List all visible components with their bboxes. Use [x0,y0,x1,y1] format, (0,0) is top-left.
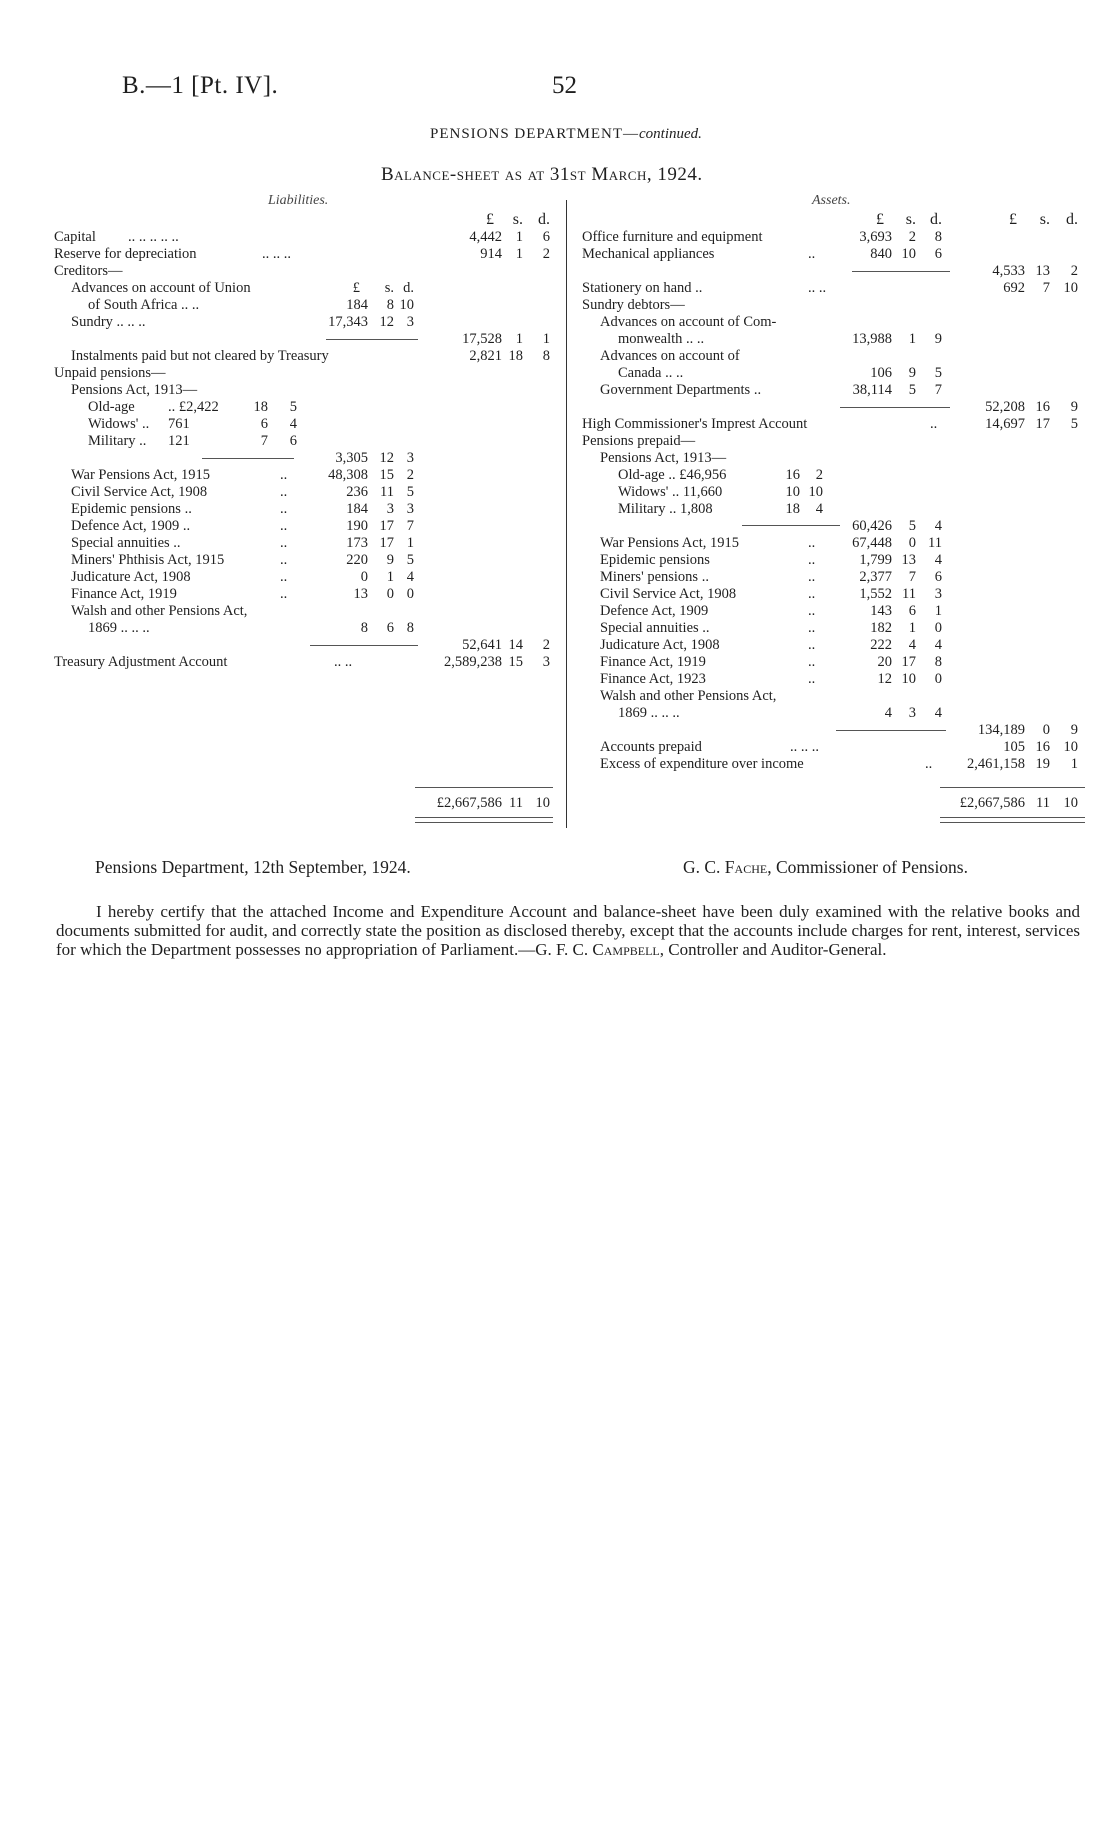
row-label: Civil Service Act, 1908 [71,484,208,500]
col-header-pence: d. [538,211,550,228]
page-identifier: B.—1 [Pt. IV]. [122,72,279,99]
row-leader: .. [280,586,288,602]
sub-pounds: 13,988 [852,331,892,347]
inner-pence: 10 [808,484,823,500]
sub-pounds: 1,552 [859,586,892,602]
row-label: Epidemic pensions .. [71,501,192,517]
total-pence: 9 [1070,722,1078,738]
page-number: 52 [552,72,577,99]
sub-pounds: 182 [870,620,892,636]
grand-total-shillings: 11 [509,795,523,811]
total-pounds: 134,189 [977,722,1025,738]
row-leader: .. [808,671,816,687]
sub-pence: 8 [934,654,942,670]
row-leader: .. [280,569,288,585]
row-leader: .. [808,637,816,653]
total-pounds: 17,528 [462,331,502,347]
sub-pence: 11 [928,535,942,551]
total-shillings: 19 [1035,756,1050,772]
department-name: PENSIONS DEPARTMENT— [430,126,639,142]
sub-shillings: 15 [379,467,394,483]
sub-pounds: 3,305 [335,450,368,466]
sub-pence: 0 [934,620,942,636]
total-pounds: 2,461,158 [967,756,1025,772]
row-leader: .. [280,535,288,551]
total-pounds: 692 [1003,280,1025,296]
sub-pounds: 143 [870,603,892,619]
sub-shillings: 3 [908,705,916,721]
sub-pounds: 4 [884,705,892,721]
row-label: Special annuities .. [600,620,710,636]
col-header-pounds: £ [352,280,360,296]
rule-line [836,730,946,731]
table-row [0,382,1114,399]
sub-shillings: 0 [386,586,394,602]
row-leader: .. [808,654,816,670]
table-row [0,586,1114,603]
total-pounds: 2,589,238 [444,654,502,670]
total-pounds: 105 [1003,739,1025,755]
row-leader: .. [808,246,816,262]
inner-pence: 4 [815,501,823,517]
sub-pence: 0 [406,586,414,602]
sub-shillings: 17 [901,654,916,670]
table-row [0,637,1114,654]
inner-pounds: .. £2,422 [168,399,219,415]
total-pence: 3 [542,654,550,670]
auditor-name: Campbell, [592,940,664,959]
table-row [0,348,1114,365]
row-label: Stationery on hand .. [582,280,703,296]
total-shillings: 14 [508,637,523,653]
grand-total-shillings: 11 [1036,795,1050,811]
total-pounds: 4,533 [992,263,1025,279]
table-row [0,705,1114,722]
total-pounds: 52,641 [462,637,502,653]
total-pounds: 14,697 [985,416,1025,432]
table-row [0,518,1114,535]
row-leader: .. [808,552,816,568]
col-header-pence: d. [403,280,414,296]
sub-pence: 3 [406,314,414,330]
sub-shillings: 9 [386,552,394,568]
row-label: of South Africa .. .. [88,297,200,313]
row-label: Old-age [88,399,135,415]
table-row [0,450,1114,467]
inner-pence: 6 [289,433,297,449]
balance-sheet-title: Balance-sheet as at 31st March, 1924. [381,164,703,185]
sub-shillings: 11 [902,586,916,602]
sub-shillings: 1 [386,569,394,585]
row-leader: .. [280,518,288,534]
sub-shillings: 3 [386,501,394,517]
row-label: Defence Act, 1909 [600,603,709,619]
table-row [0,569,1114,586]
sub-pence: 1 [406,535,414,551]
inner-shillings: 10 [785,484,800,500]
total-pence: 10 [1063,739,1078,755]
grand-total-pence: 10 [1063,795,1078,811]
grand-total-row [0,795,1114,812]
sub-pounds: 236 [346,484,368,500]
table-row [0,671,1114,688]
row-label: Walsh and other Pensions Act, [600,688,777,704]
total-pence: 8 [542,348,550,364]
sub-pence: 6 [934,246,942,262]
sub-pounds: 8 [360,620,368,636]
grand-total-pounds: £2,667,586 [436,795,502,811]
row-label: Pensions Act, 1913— [71,382,198,398]
row-leader: .. [925,756,933,772]
table-row [0,535,1114,552]
sub-pence: 4 [934,705,942,721]
department-title [430,126,702,143]
row-label: Sundry .. .. .. [71,314,146,330]
row-label: Military .. 1,808 [618,501,713,517]
row-leader: .. [808,620,816,636]
total-shillings: 1 [515,229,523,245]
inner-pounds: 761 [168,416,190,432]
sub-pence: 7 [406,518,414,534]
row-label: Judicature Act, 1908 [600,637,720,653]
department-continued: continued. [639,126,702,142]
liabilities-heading: Liabilities. [268,193,329,208]
row-label: Finance Act, 1919 [600,654,706,670]
sub-shillings: 6 [908,603,916,619]
table-row [0,552,1114,569]
row-label: Creditors— [54,263,123,279]
table-row [0,331,1114,348]
sub-shillings: 11 [380,484,394,500]
table-row [0,501,1114,518]
row-label: Pensions prepaid— [582,433,696,449]
row-label: Reserve for depreciation [54,246,197,262]
col-header-shillings: s. [905,211,916,228]
sub-pounds: 173 [346,535,368,551]
sub-shillings: 17 [379,518,394,534]
row-label: Finance Act, 1923 [600,671,706,687]
table-row [0,688,1114,705]
inner-pence: 5 [289,399,297,415]
total-pounds: 2,821 [469,348,502,364]
sub-pounds: 2,377 [859,569,892,585]
inner-shillings: 18 [253,399,268,415]
assets-heading: Assets. [812,193,851,208]
sub-pence: 10 [399,297,414,313]
row-leader: .. [930,416,938,432]
row-label: Accounts prepaid [600,739,702,755]
row-leader: .. [280,484,288,500]
grand-total-top-rule [940,787,1085,788]
row-label: Capital [54,229,96,245]
table-row [0,433,1114,450]
col-header-pounds: £ [486,211,494,228]
inner-shillings: 6 [260,416,268,432]
total-pence: 1 [1070,756,1078,772]
row-label: Miners' pensions .. [600,569,709,585]
sub-pence: 4 [934,637,942,653]
row-label: Walsh and other Pensions Act, [71,603,248,619]
sub-shillings: 2 [908,229,916,245]
row-label: Widows' .. 11,660 [618,484,723,500]
grand-total-double-rule [415,817,553,823]
sub-pence: 2 [406,467,414,483]
col-header-pounds: £ [876,211,884,228]
table-row [0,756,1114,773]
sub-shillings: 10 [901,246,916,262]
row-label: 1869 .. .. .. [618,705,680,721]
rule-line [840,407,950,408]
rule-line [852,271,950,272]
row-leader: .. [280,501,288,517]
total-pence: 10 [1063,280,1078,296]
table-row [0,654,1114,671]
row-label: Special annuities .. [71,535,181,551]
sub-pence: 4 [934,552,942,568]
row-leader: .. .. [808,280,827,296]
col-header-pounds: £ [1009,211,1017,228]
sub-pounds: 840 [870,246,892,262]
sub-shillings: 7 [908,569,916,585]
row-label: Government Departments .. [600,382,762,398]
sub-shillings: 13 [901,552,916,568]
sub-pence: 5 [934,365,942,381]
sub-pence: 3 [934,586,942,602]
row-label: Epidemic pensions [600,552,710,568]
sub-shillings: 5 [908,382,916,398]
row-label: Defence Act, 1909 .. [71,518,191,534]
row-label: Canada .. .. [618,365,684,381]
grand-total-top-rule [415,787,553,788]
sub-pence: 7 [934,382,942,398]
row-leader: .. .. .. [790,739,819,755]
total-pounds: 914 [480,246,502,262]
row-label: Office furniture and equipment [582,229,763,245]
row-label: Military .. [88,433,147,449]
total-shillings: 18 [508,348,523,364]
table-row [0,280,1114,297]
total-shillings: 16 [1035,739,1050,755]
row-label: Mechanical appliances [582,246,715,262]
sub-shillings: 4 [908,637,916,653]
signatory-name: G. C. Fache, [683,857,772,877]
table-row [0,246,1114,263]
total-shillings: 16 [1035,399,1050,415]
sub-shillings: 12 [379,450,394,466]
col-header-shillings: s. [512,211,523,228]
row-leader: .. [808,603,816,619]
row-label: High Commissioner's Imprest Account [582,416,808,432]
table-row [0,739,1114,756]
table-row [0,314,1114,331]
sub-pounds: 60,426 [852,518,892,534]
sub-pounds: 3,693 [859,229,892,245]
row-leader: .. .. .. [262,246,291,262]
sub-shillings: 17 [379,535,394,551]
row-label: War Pensions Act, 1915 [71,467,210,483]
sub-shillings: 0 [908,535,916,551]
col-header-shillings: s. [1039,211,1050,228]
sub-pence: 3 [406,450,414,466]
sub-pounds: 17,343 [328,314,368,330]
row-leader: .. [280,552,288,568]
inner-pounds: 121 [168,433,190,449]
sub-pence: 5 [406,552,414,568]
signatory-title: Commissioner of Pensions. [771,857,968,877]
row-leader: .. [280,467,288,483]
table-row [0,722,1114,739]
total-pounds: 4,442 [469,229,502,245]
row-label: Sundry debtors— [582,297,685,313]
sub-pence: 1 [934,603,942,619]
sub-pence: 3 [406,501,414,517]
total-pence: 9 [1070,399,1078,415]
total-pence: 2 [1070,263,1078,279]
sub-pounds: 38,114 [852,382,892,398]
sub-pounds: 20 [877,654,892,670]
sub-pence: 8 [934,229,942,245]
total-shillings: 13 [1035,263,1050,279]
row-label: Advances on account of Com- [600,314,777,330]
sub-pence: 0 [934,671,942,687]
sub-pence: 5 [406,484,414,500]
row-label: Civil Service Act, 1908 [600,586,737,602]
col-header-shillings: s. [384,280,394,296]
sub-pence: 6 [934,569,942,585]
total-pence: 2 [542,246,550,262]
row-label: monwealth .. .. [618,331,705,347]
total-pence: 2 [542,637,550,653]
row-label: War Pensions Act, 1915 [600,535,739,551]
inner-pence: 4 [289,416,297,432]
sub-shillings: 10 [901,671,916,687]
row-label: Instalments paid but not cleared by Treasury [71,348,329,364]
row-label: Advances on account of Union [71,280,251,296]
row-label: Advances on account of [600,348,740,364]
row-label: Pensions Act, 1913— [600,450,727,466]
inner-shillings: 18 [785,501,800,517]
row-label: Excess of expenditure over income [600,756,804,772]
sub-pence: 9 [934,331,942,347]
sub-pounds: 190 [346,518,368,534]
total-shillings: 17 [1035,416,1050,432]
row-leader: .. .. [334,654,353,670]
table-row [0,484,1114,501]
table-row [0,365,1114,382]
row-label: Old-age .. £46,956 [618,467,727,483]
table-row [0,229,1114,246]
sub-shillings: 1 [908,620,916,636]
sub-pounds: 184 [346,501,368,517]
sub-pounds: 67,448 [852,535,892,551]
total-pence: 1 [542,331,550,347]
row-label: 1869 .. .. .. [88,620,150,636]
total-shillings: 15 [508,654,523,670]
sub-shillings: 6 [386,620,394,636]
total-pence: 5 [1070,416,1078,432]
sub-pounds: 1,799 [859,552,892,568]
total-shillings: 1 [515,246,523,262]
sub-shillings: 5 [908,518,916,534]
total-shillings: 1 [515,331,523,347]
row-label: Miners' Phthisis Act, 1915 [71,552,225,568]
row-leader: .. [808,535,816,551]
sub-pounds: 222 [870,637,892,653]
sub-shillings: 9 [908,365,916,381]
sub-pounds: 184 [346,297,368,313]
table-row [0,620,1114,637]
total-pence: 6 [542,229,550,245]
row-label: Widows' .. [88,416,150,432]
audit-certificate [56,902,1080,959]
row-label: Finance Act, 1919 [71,586,177,602]
col-header-pence: d. [930,211,942,228]
sub-pounds: 220 [346,552,368,568]
sub-pounds: 13 [353,586,368,602]
grand-total-double-rule [940,817,1085,823]
table-row [0,467,1114,484]
row-label: Judicature Act, 1908 [71,569,191,585]
sub-pounds: 12 [877,671,892,687]
grand-total-pence: 10 [535,795,550,811]
inner-shillings: 16 [785,467,800,483]
table-row [0,297,1114,314]
sub-pounds: 106 [870,365,892,381]
row-label: Treasury Adjustment Account [54,654,228,670]
certificate-text: I hereby certify that the attached Income and Expenditure Account and balance-sheet have been duly examined with the relative books and documents submitted for audit, and correctly state the position as disclosed thereby, except that the accounts include charges for rent, interest, services for which the Department possesses no appropriation of Parliament.—G. F. C. [56,902,1080,959]
row-leader: .. [808,586,816,602]
sub-shillings: 1 [908,331,916,347]
row-leader: .. [808,569,816,585]
auditor-title: Controller and Auditor-General. [664,940,887,959]
total-shillings: 7 [1042,280,1050,296]
sub-shillings: 12 [379,314,394,330]
rule-line [742,525,840,526]
sub-pence: 4 [406,569,414,585]
table-row [0,603,1114,620]
sub-shillings: 8 [386,297,394,313]
inner-pence: 2 [815,467,823,483]
grand-total-pounds: £2,667,586 [959,795,1025,811]
total-pounds: 52,208 [985,399,1025,415]
col-header-pence: d. [1066,211,1078,228]
sub-pounds: 48,308 [328,467,368,483]
sub-pounds: 0 [360,569,368,585]
sub-pence: 8 [406,620,414,636]
row-leader: .. .. .. .. .. [128,229,179,245]
signature-place-date: Pensions Department, 12th September, 1924. [95,857,411,877]
signature-block [683,857,968,878]
total-shillings: 0 [1042,722,1050,738]
row-label: Unpaid pensions— [54,365,166,381]
table-row [0,416,1114,433]
sub-pence: 4 [934,518,942,534]
inner-shillings: 7 [260,433,268,449]
